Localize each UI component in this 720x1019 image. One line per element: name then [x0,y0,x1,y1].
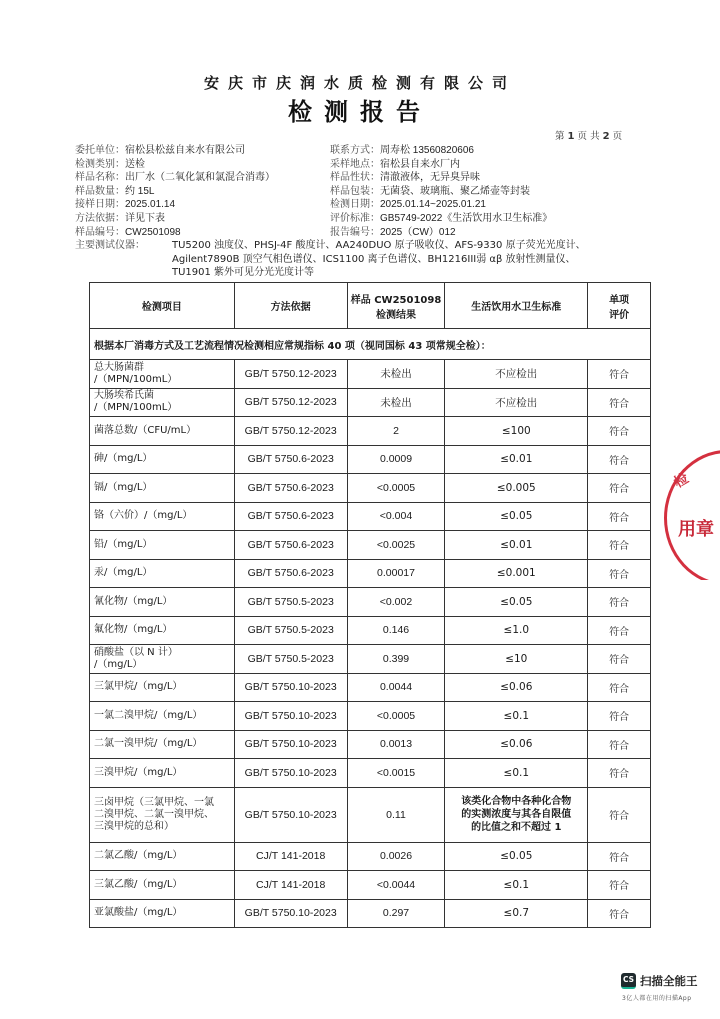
cell-item-line: 二溴甲烷、二氯一溴甲烷、 [94,808,214,820]
page-prefix: 第 [555,131,565,142]
cell-item-line: /（MPN/100mL） [94,373,178,385]
cell-method-line: GB/T 5750.6-2023 [247,538,334,551]
cell-standard [445,616,588,645]
cell-item-line: 铅/（mg/L） [94,538,153,550]
meta-label: 样品编号： [75,226,125,238]
cell-result-line: 2 [393,424,399,437]
cell-method [234,899,347,928]
cell-eval-line: 符合 [609,455,630,467]
cell-standard [445,673,588,702]
meta-value: 无菌袋、玻璃瓶、聚乙烯壶等封装 [380,185,530,197]
cell-result-line: 未检出 [380,396,412,409]
cell-eval [588,899,651,928]
meta-contact [330,144,552,158]
cell-method [234,645,347,674]
instruments-line: TU5200 浊度仪、PHSJ-4F 酸度计、AA240DUO 原子吸收仪、AFS-9330 原子荧光光度计、 [172,240,586,251]
cell-result-line: 0.146 [382,624,410,637]
cell-item-line: 二氯乙酸/（mg/L） [94,850,183,862]
cell-method [234,445,347,474]
cell-eval-line: 符合 [609,909,630,921]
cell-method [234,559,347,588]
meta-label: 联系方式： [330,145,380,156]
cell-eval-line: 符合 [609,484,630,496]
meta-label: 样品包装： [330,185,380,197]
meta-label: 方法依据： [75,212,125,224]
cell-standard [445,730,588,759]
cell-eval [588,445,651,474]
meta-label: 样品名称： [75,172,125,184]
cell-standard-line: ≤10 [505,652,528,665]
cell-standard [445,899,588,928]
cell-method [234,531,347,560]
cell-item [90,645,235,674]
cell-item-line: 三溴甲烷的总和） [94,820,174,832]
cell-item-line: 汞/（mg/L） [94,567,153,579]
cell-method-line: GB/T 5750.5-2023 [247,595,334,608]
cell-standard-line: ≤0.001 [496,567,536,580]
table-row [90,388,651,417]
cell-item [90,730,235,759]
cell-result-line: <0.002 [379,595,413,608]
cell-method [234,702,347,731]
cell-method-line: GB/T 5750.6-2023 [247,567,334,580]
cell-standard [445,759,588,788]
cell-method [234,673,347,702]
cell-item-line: 氟化物/（mg/L） [94,624,173,636]
cell-method [234,502,347,531]
cell-standard-line: 的比值之和不超过 1 [471,822,562,833]
cell-eval-line: 符合 [609,512,630,524]
cell-item-line: 三氯乙酸/（mg/L） [94,878,183,890]
cell-eval [588,616,651,645]
cell-method-line: GB/T 5750.10-2023 [244,738,337,751]
cell-method-line: GB/T 5750.5-2023 [247,624,334,637]
cell-standard-line: ≤0.01 [500,453,533,466]
cell-standard [445,474,588,503]
meta-value: GB5749-2022《生活饮用水卫生标准》 [380,212,553,224]
cell-standard-line: 不应检出 [495,368,538,381]
section-note: 根据本厂消毒方式及工艺流程情况检测相应常规指标 40 项（视同国标 43 项常规全检）： [90,329,651,360]
company-name: 安庆市庆润水质检测有限公司 [203,74,516,92]
cell-standard-line: ≤0.01 [500,538,533,551]
cell-method-line: GB/T 5750.10-2023 [244,709,337,722]
stamp-text-top: 检 [671,470,692,492]
cell-standard-line: ≤0.1 [503,766,530,779]
cell-result [347,899,445,928]
table-row [90,531,651,560]
cell-eval [588,417,651,446]
cell-method-line: GB/T 5750.10-2023 [244,808,337,821]
cell-method [234,787,347,842]
red-seal-stamp [660,450,720,580]
cell-eval-line: 符合 [609,769,630,781]
cell-item [90,588,235,617]
cell-standard-line: ≤0.06 [500,681,533,694]
cell-item [90,871,235,900]
cell-result-line: <0.0044 [376,878,416,891]
header-result [347,283,445,329]
cell-result [347,759,445,788]
table-row [90,787,651,842]
cell-standard-line: ≤1.0 [503,624,530,637]
cell-item-line: 一氯二溴甲烷/（mg/L） [94,709,203,721]
cell-eval-line: 符合 [609,740,630,752]
table-row [90,445,651,474]
table-row [90,899,651,928]
cell-method [234,360,347,389]
cell-eval [588,645,651,674]
cell-method-line: GB/T 5750.12-2023 [244,396,337,409]
table-row [90,673,651,702]
cell-standard [445,502,588,531]
cell-eval [588,730,651,759]
cell-item-line: /（mg/L） [94,658,143,670]
cell-eval [588,702,651,731]
cell-method [234,759,347,788]
table-row [90,616,651,645]
cell-standard [445,787,588,842]
cell-result [347,474,445,503]
header-result-line1: 样品 CW2501098 [350,294,442,306]
cell-result-line: 0.297 [382,907,410,920]
meta-label: 样品数量： [75,185,125,197]
cell-result-line: 0.0026 [379,850,413,863]
cell-result-line: <0.004 [379,510,413,523]
cell-standard-line: 不应检出 [495,396,538,409]
header-result-line2: 检测结果 [376,309,417,321]
cell-standard-line: ≤0.05 [500,510,533,523]
meta-report-no [330,226,552,240]
cell-result-line: 未检出 [380,368,412,381]
cell-result [347,417,445,446]
cell-item [90,388,235,417]
cell-item [90,759,235,788]
cell-result [347,388,445,417]
cell-item [90,445,235,474]
meta-value: 2025.01.14 [125,199,176,211]
cell-eval-line: 符合 [609,541,630,553]
cell-item [90,787,235,842]
cell-method [234,388,347,417]
table-row [90,360,651,389]
cell-method-line: GB/T 5750.10-2023 [244,681,337,694]
meta-label: 报告编号： [330,226,380,238]
cell-method-line: GB/T 5750.12-2023 [244,424,337,437]
table-row [90,645,651,674]
cell-item [90,842,235,871]
meta-packaging [330,185,552,199]
meta-label: 样品性状： [330,172,380,184]
table-row [90,702,651,731]
meta-sample-id [75,226,275,240]
meta-right [330,144,552,239]
cell-eval [588,502,651,531]
cell-result [347,360,445,389]
table-row [90,474,651,503]
cell-standard [445,702,588,731]
cell-method-line: CJ/T 141-2018 [256,850,326,863]
cell-item-line: 二氯一溴甲烷/（mg/L） [94,738,203,750]
cell-eval [588,787,651,842]
report-title: 检测报告 [288,98,432,126]
cell-eval [588,759,651,788]
cell-result [347,645,445,674]
cell-eval [588,588,651,617]
meta-value: 2025（CW）012 [380,226,456,238]
cell-item [90,559,235,588]
cell-standard-line: ≤0.05 [500,595,533,608]
cell-eval-line: 符合 [609,398,630,410]
cell-method-line: GB/T 5750.6-2023 [247,453,334,466]
header-item: 检测项目 [90,283,235,329]
header-eval [588,283,651,329]
meta-location [330,158,552,172]
meta-client [75,144,275,158]
cell-method [234,616,347,645]
cell-result-line: 0.399 [382,652,410,665]
cell-method-line: GB/T 5750.6-2023 [247,481,334,494]
table-row [90,759,651,788]
cell-eval [588,360,651,389]
cell-standard-line: ≤0.005 [496,481,536,494]
stamp-text-mid: 用章 [678,519,714,540]
cell-method-line: GB/T 5750.5-2023 [247,652,334,665]
cell-eval-line: 符合 [609,626,630,638]
meta-value: CW2501098 [125,226,181,238]
cell-item-line: 三卤甲烷（三氯甲烷、一氯 [94,796,214,808]
instruments-line: TU1901 紫外可见分光光度计等 [172,267,315,278]
cell-standard-line: ≤0.7 [503,907,530,920]
meta-value: 出厂水（二氧化氯和氯混合消毒） [125,172,275,184]
cell-item [90,474,235,503]
cell-eval-line: 符合 [609,852,630,864]
section-note-row [90,329,651,360]
cell-eval [588,559,651,588]
cell-item [90,673,235,702]
cell-method-line: GB/T 5750.10-2023 [244,766,337,779]
cell-result [347,730,445,759]
cell-standard [445,417,588,446]
meta-value: 宿松县自来水厂内 [380,158,460,170]
meta-label: 检测类别： [75,158,125,170]
cell-item-line: 大肠埃希氏菌 [94,390,154,402]
meta-label: 采样地点： [330,158,380,170]
cell-method [234,474,347,503]
cell-eval-line: 符合 [609,712,630,724]
cell-eval [588,474,651,503]
cell-result [347,445,445,474]
cell-eval-line: 符合 [609,683,630,695]
page-number [555,128,622,142]
meta-standard [330,212,552,226]
cell-standard [445,388,588,417]
cell-item [90,502,235,531]
cell-eval [588,871,651,900]
meta-value: 2025.01.14~2025.01.21 [380,199,486,211]
cell-result [347,871,445,900]
cell-standard [445,445,588,474]
meta-sample-name [75,171,275,185]
meta-value: 送检 [125,158,145,170]
cell-item-line: 硝酸盐（以 N 计） [94,646,178,658]
cell-eval-line: 符合 [609,655,630,667]
cell-result-line: 0.0044 [379,681,413,694]
cell-standard-line: ≤0.06 [500,738,533,751]
cell-result [347,502,445,531]
cell-result [347,702,445,731]
cell-item [90,899,235,928]
instruments [75,239,586,278]
cell-standard [445,871,588,900]
meta-method [75,212,275,226]
cell-item-line: 氰化物/（mg/L） [94,595,173,607]
cell-method-line: GB/T 5750.6-2023 [247,510,334,523]
cell-result-line: <0.0015 [376,766,416,779]
page-mid: 页 共 [577,131,600,142]
meta-label: 检测日期： [330,199,380,211]
cell-item-line: 三溴甲烷/（mg/L） [94,766,183,778]
cell-standard-line: 的实测浓度与其各自限值 [461,809,572,820]
cell-item-line: 镉/（mg/L） [94,481,153,493]
meta-value: 详见下表 [125,212,165,224]
cell-standard-line: ≤0.1 [503,878,530,891]
cell-method [234,871,347,900]
cell-method [234,417,347,446]
cell-method-line: CJ/T 141-2018 [256,878,326,891]
meta-appearance [330,171,552,185]
cell-standard-line: ≤100 [501,424,531,437]
camscanner-name: 扫描全能王 [640,974,698,988]
cell-result-line: <0.0025 [376,538,416,551]
cell-standard [445,588,588,617]
cell-standard [445,531,588,560]
cell-item-line: 铬（六价）/（mg/L） [94,510,193,522]
cell-result-line: 0.11 [386,808,406,821]
results-table [89,282,651,928]
cell-result [347,616,445,645]
cell-result [347,559,445,588]
cell-standard-line: 该类化合物中各种化合物 [461,796,572,807]
cell-item-line: 菌落总数/（CFU/mL） [94,424,197,436]
cell-method [234,588,347,617]
cell-item-line: 三氯甲烷/（mg/L） [94,681,183,693]
cell-method [234,842,347,871]
page-total: 2 [602,131,610,142]
cell-result [347,787,445,842]
cell-result-line: 0.0013 [379,738,413,751]
cell-item-line: /（MPN/100mL） [94,402,178,414]
table-row [90,871,651,900]
table-row [90,730,651,759]
cell-result-line: <0.0005 [376,709,416,722]
meta-label: 接样日期： [75,199,125,211]
header-eval-line1: 单项 [609,294,630,306]
cell-result [347,673,445,702]
meta-value: 清澈液体，无异臭异味 [380,172,480,184]
cell-eval-line: 符合 [609,598,630,610]
cell-method-line: GB/T 5750.12-2023 [244,367,337,380]
table-header-row [90,283,651,329]
meta-value: 周寿松 13560820606 [380,145,474,156]
cell-item [90,360,235,389]
meta-sample-qty [75,185,275,199]
table-row [90,559,651,588]
cell-item-line: 总大肠菌群 [94,361,144,373]
cell-eval-line: 符合 [609,881,630,893]
cell-item [90,531,235,560]
cell-standard [445,842,588,871]
table-row [90,417,651,446]
cell-method [234,730,347,759]
instruments-label: 主要测试仪器： [75,240,145,251]
cell-eval-line: 符合 [609,569,630,581]
cell-method-line: GB/T 5750.10-2023 [244,907,337,920]
cell-item-line: 砷/（mg/L） [94,453,153,465]
cell-result [347,842,445,871]
cell-result [347,531,445,560]
meta-label: 评价标准： [330,212,380,224]
header-method: 方法依据 [234,283,347,329]
cell-standard [445,360,588,389]
meta-value: 约 15L [125,185,155,197]
cell-eval-line: 符合 [609,811,630,822]
cell-result-line: 0.00017 [377,567,415,580]
cell-standard [445,559,588,588]
header-standard: 生活饮用水卫生标准 [445,283,588,329]
camscanner-logo-icon: CS [621,973,636,989]
meta-label: 委托单位： [75,145,125,156]
table-row [90,842,651,871]
instruments-lines [172,239,612,280]
camscanner-tagline: 3亿人都在用的扫描App [622,995,692,1002]
cell-eval [588,531,651,560]
page-current: 1 [567,131,575,142]
cell-eval-line: 符合 [609,427,630,439]
instruments-line: Agilent7890B 顶空气相色谱仪、ICS1100 离子色谱仪、BH1216III弱 αβ 放射性测量仪、 [172,253,576,265]
cell-eval [588,388,651,417]
meta-left [75,144,275,239]
cell-item [90,702,235,731]
cell-eval-line: 符合 [609,370,630,382]
meta-value: 宿松县松兹自来水有限公司 [125,145,245,156]
cell-standard [445,645,588,674]
cell-result-line: <0.0005 [376,481,416,494]
cell-item [90,417,235,446]
cell-result-line: 0.0009 [379,453,413,466]
page-suffix: 页 [612,131,623,142]
cell-item-line: 亚氯酸盐/（mg/L） [94,907,183,919]
meta-test-date [330,198,552,212]
cell-item [90,616,235,645]
meta-category [75,158,275,172]
table-row [90,502,651,531]
cell-result [347,588,445,617]
cell-standard-line: ≤0.05 [500,850,533,863]
meta-receive-date [75,198,275,212]
table-row [90,588,651,617]
cell-eval [588,673,651,702]
cell-eval [588,842,651,871]
cell-standard-line: ≤0.1 [503,709,530,722]
header-eval-line2: 评价 [609,309,630,321]
